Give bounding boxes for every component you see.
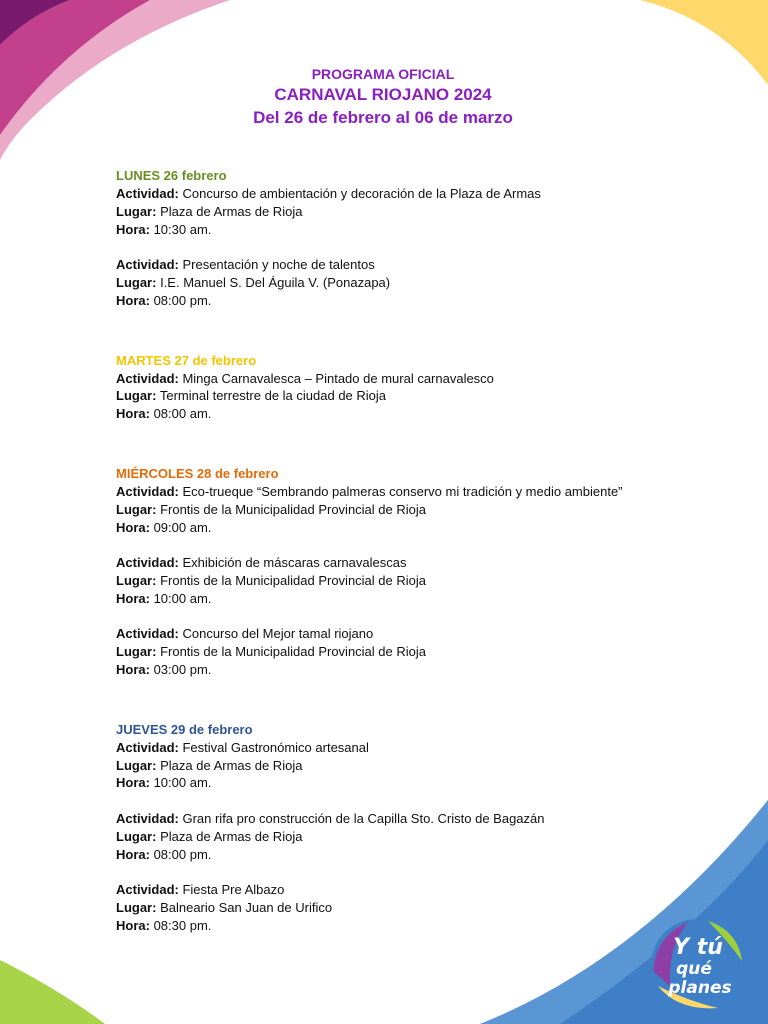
schedule-day <box>116 465 650 679</box>
time-value: 08:00 pm. <box>153 292 212 308</box>
activity-label: Actividad: <box>116 810 179 826</box>
activity-row <box>116 739 650 757</box>
time-row <box>116 221 650 239</box>
activity-entry <box>116 185 650 238</box>
time-label: Hora: <box>116 519 150 535</box>
location-row <box>116 274 650 292</box>
activity-value: Festival Gastronómico artesanal <box>182 739 369 755</box>
top-right-yellow-swoosh <box>640 0 768 85</box>
location-label: Lugar: <box>116 757 157 773</box>
time-value: 08:00 pm. <box>153 846 212 862</box>
location-row <box>116 203 650 221</box>
location-label: Lugar: <box>116 572 157 588</box>
activity-row <box>116 554 650 572</box>
location-label: Lugar: <box>116 274 157 290</box>
location-label: Lugar: <box>116 828 157 844</box>
activity-row <box>116 185 650 203</box>
location-row <box>116 757 650 775</box>
time-label: Hora: <box>116 221 150 237</box>
location-row <box>116 828 650 846</box>
time-row <box>116 917 650 935</box>
schedule-days <box>116 167 650 935</box>
logo-text-2: qué <box>676 959 712 979</box>
time-row <box>116 661 650 679</box>
y-tu-que-planes-logo <box>648 916 746 1014</box>
activity-value: Concurso del Mejor tamal riojano <box>182 626 374 642</box>
day-title: JUEVES 29 de febrero <box>116 721 253 737</box>
logo-text-3: planes <box>668 978 732 998</box>
header-line-3: Del 26 de febrero al 06 de marzo <box>253 108 513 127</box>
day-title: MIÉRCOLES 28 de febrero <box>116 465 279 481</box>
activity-row <box>116 810 650 828</box>
time-value: 03:00 pm. <box>153 661 212 677</box>
activity-entry <box>116 256 650 309</box>
time-value: 08:30 pm. <box>153 917 212 933</box>
activity-label: Actividad: <box>116 257 179 273</box>
location-label: Lugar: <box>116 388 157 404</box>
logo-badge <box>648 916 746 1014</box>
activity-label: Actividad: <box>116 882 179 898</box>
location-value: I.E. Manuel S. Del Águila V. (Ponazapa) <box>160 274 391 290</box>
activity-label: Actividad: <box>116 186 179 201</box>
location-value: Frontis de la Municipalidad Provincial de Rioja <box>160 644 426 660</box>
location-label: Lugar: <box>116 501 157 517</box>
activity-entry <box>116 810 650 863</box>
time-label: Hora: <box>116 775 150 791</box>
location-value: Plaza de Armas de Rioja <box>160 828 303 844</box>
time-row <box>116 590 650 608</box>
activity-value: Fiesta Pre Albazo <box>182 882 285 898</box>
activity-value: Eco-trueque “Sembrando palmeras conservo mi tradición y medio ambiente” <box>182 483 623 499</box>
schedule-day <box>116 167 650 310</box>
bottom-left-green-swoosh <box>0 960 105 1024</box>
activity-entry <box>116 554 650 607</box>
location-value: Frontis de la Municipalidad Provincial de Rioja <box>160 501 426 517</box>
activity-entry <box>116 739 650 792</box>
activity-label: Actividad: <box>116 483 179 499</box>
location-label: Lugar: <box>116 899 157 915</box>
activity-label: Actividad: <box>116 739 179 755</box>
location-label: Lugar: <box>116 644 157 660</box>
time-row <box>116 846 650 864</box>
location-label: Lugar: <box>116 203 157 219</box>
time-value: 08:00 am. <box>153 406 212 422</box>
location-row <box>116 643 650 661</box>
activity-value: Gran rifa pro construcción de la Capilla Sto. Cristo de Bagazán <box>182 810 545 826</box>
activity-entry <box>116 370 650 423</box>
location-row <box>116 501 650 519</box>
time-label: Hora: <box>116 917 150 933</box>
location-row <box>116 387 650 405</box>
time-value: 09:00 am. <box>153 519 212 535</box>
program-document <box>116 64 650 935</box>
activity-label: Actividad: <box>116 370 179 386</box>
activity-row <box>116 625 650 643</box>
time-label: Hora: <box>116 846 150 862</box>
activity-label: Actividad: <box>116 555 179 571</box>
day-title: MARTES 27 de febrero <box>116 352 257 368</box>
activity-row <box>116 881 650 899</box>
location-row <box>116 572 650 590</box>
time-value: 10:00 am. <box>153 590 212 606</box>
activity-entry <box>116 483 650 536</box>
activity-value: Presentación y noche de talentos <box>182 257 375 273</box>
header-line-1: PROGRAMA OFICIAL <box>311 66 455 82</box>
location-value: Frontis de la Municipalidad Provincial de Rioja <box>160 572 426 588</box>
schedule-day <box>116 352 650 423</box>
time-value: 10:00 am. <box>153 775 212 791</box>
program-header <box>116 64 650 129</box>
schedule-day <box>116 721 650 935</box>
time-label: Hora: <box>116 590 150 606</box>
location-value: Balneario San Juan de Urifico <box>160 899 333 915</box>
activity-row <box>116 256 650 274</box>
time-value: 10:30 am. <box>153 221 212 237</box>
activity-value: Minga Carnavalesca – Pintado de mural carnavalesco <box>182 370 494 386</box>
time-label: Hora: <box>116 406 150 422</box>
location-value: Terminal terrestre de la ciudad de Rioja <box>159 388 387 404</box>
activity-value: Exhibición de máscaras carnavalescas <box>182 555 407 571</box>
location-row <box>116 899 650 917</box>
time-row <box>116 774 650 792</box>
time-row <box>116 519 650 537</box>
header-line-2: CARNAVAL RIOJANO 2024 <box>274 85 492 104</box>
logo-text-1: Y tú <box>673 935 723 960</box>
time-label: Hora: <box>116 661 150 677</box>
time-row <box>116 292 650 310</box>
activity-label: Actividad: <box>116 626 179 642</box>
activity-entry <box>116 881 650 934</box>
location-value: Plaza de Armas de Rioja <box>160 203 303 219</box>
location-value: Plaza de Armas de Rioja <box>160 757 303 773</box>
activity-row <box>116 483 650 501</box>
time-row <box>116 405 650 423</box>
activity-value: Concurso de ambientación y decoración de la Plaza de Armas <box>182 186 541 201</box>
activity-entry <box>116 625 650 678</box>
time-label: Hora: <box>116 292 150 308</box>
day-title: LUNES 26 febrero <box>116 168 227 183</box>
activity-row <box>116 370 650 388</box>
